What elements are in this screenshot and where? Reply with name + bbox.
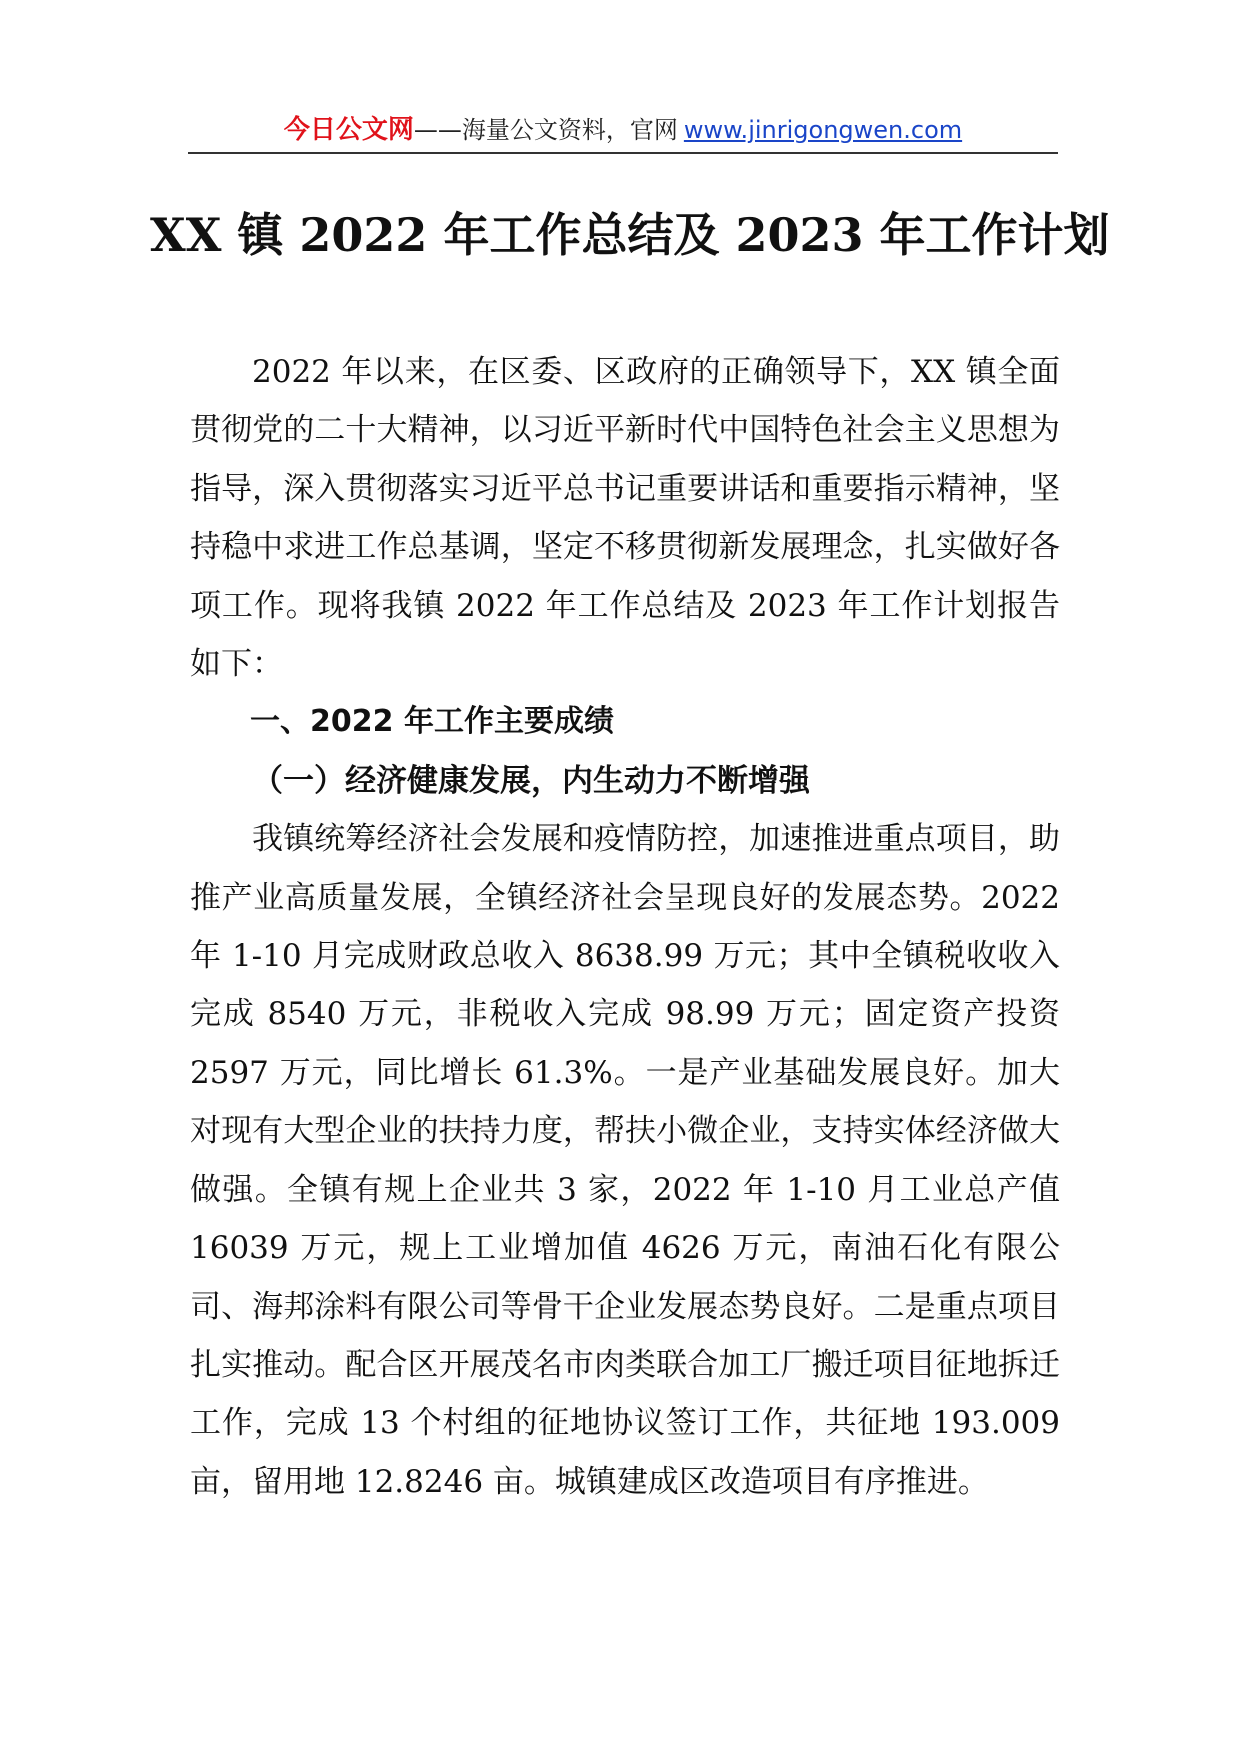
body-paragraph-1: 我镇统筹经济社会发展和疫情防控，加速推进重点项目，助推产业高质量发展，全镇经济社会呈现良好的发展态势。2022 年 1-10 月完成财政总收入 8638.99 万元；其中全镇税收收入完成 8540 万元，非税收入完成 98.99 万元；固定资产投资 2597 万元，同比增长 61.3%。一是产业基础发展良好。加大对现有大型企业的扶持力度，帮扶小微企业，支持实体经济做大做强。全镇有规上企业共 3 家，2022 年 1-10 月工业总产值 16039 万元，规上工业增加值 4626 万元，南油石化有限公司、海邦涂料有限公司等骨干企业发展态势良好。二是重点项目扎实推动。配合区开展茂名市肉类联合加工厂搬迁项目征地拆迁工作，完成 13 个村组的征地协议签订工作，共征地 193.009 亩，留用地 12.8246 亩。城镇建成区改造项目有序推进。 (190, 821, 1060, 1500)
document-body (190, 343, 1060, 1511)
page-header (188, 104, 1058, 148)
site-slogan: ——海量公文资料，官网 (413, 116, 678, 144)
document-title: XX 镇 2022 年工作总结及 2023 年工作计划 (150, 208, 1110, 262)
site-name: 今日公文网 (283, 115, 414, 145)
site-url-link[interactable]: www.jinrigongwen.com (683, 116, 963, 144)
subsection-heading-1: （一）经济健康发展，内生动力不断增强 (252, 762, 810, 799)
section-heading-1: 一、2022 年工作主要成绩 (250, 704, 614, 740)
header-divider (188, 152, 1058, 154)
intro-paragraph: 2022 年以来，在区委、区政府的正确领导下，XX 镇全面贯彻党的二十大精神，以习近平新时代中国特色社会主义思想为指导，深入贯彻落实习近平总书记重要讲话和重要指示精神，坚持稳中求进工作总基调，坚定不移贯彻新发展理念，扎实做好各项工作。现将我镇 2022 年工作总结及 2023 年工作计划报告如下： (190, 354, 1060, 683)
